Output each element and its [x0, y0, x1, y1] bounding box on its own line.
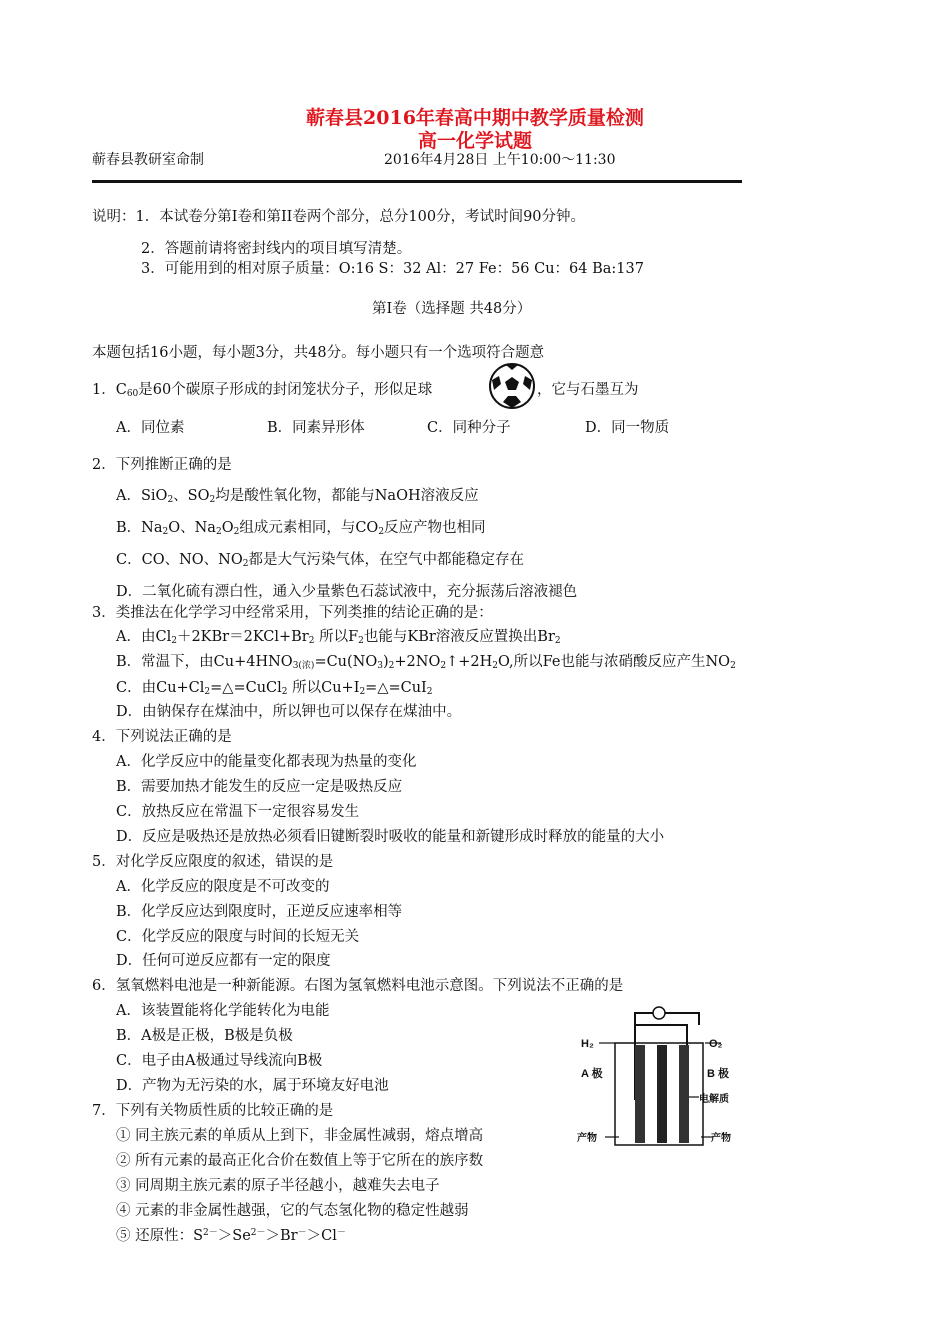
- q2-option-c: C．CO、NO、$NO_2$都是大气污染气体，在空气中都能稳定存在: [116, 552, 524, 569]
- q1-stem-end: ，它与石墨互为: [537, 382, 639, 398]
- electrode-b-label: B 极: [707, 1068, 729, 1080]
- note-2: 2．答题前请将密封线内的项目填写清楚。: [141, 241, 412, 257]
- q6-stem: 6．氢氧燃料电池是一种新能源。右图为氢氧燃料电池示意图。下列说法不正确的是: [92, 978, 624, 994]
- q7-stem: 7．下列有关物质性质的比较正确的是: [92, 1103, 334, 1119]
- exam-date: 2016年4月28日 上午10:00～11:30: [384, 152, 616, 168]
- q1-option-c: C．同种分子: [427, 420, 511, 436]
- q6-option-c: C．电子由A极通过导线流向B极: [116, 1053, 323, 1069]
- electrolyte-label: 电解质: [699, 1094, 729, 1105]
- q4-option-c: C．放热反应在常温下一定很容易发生: [116, 804, 360, 820]
- h2-label: H₂: [581, 1038, 594, 1050]
- q7-item-2: ② 所有元素的最高正化合价在数值上等于它所在的族序数: [116, 1153, 484, 1169]
- q2-stem: 2．下列推断正确的是: [92, 457, 232, 473]
- q3-option-d: D．由钠保存在煤油中，所以钾也可以保存在煤油中。: [116, 704, 462, 720]
- q2-option-a: A．SiO$_2$、$SO_2$均是酸性氧化物，都能与NaOH溶液反应: [116, 488, 479, 505]
- q5-option-d: D．任何可逆反应都有一定的限度: [116, 953, 331, 969]
- section-instruction: 本题包括16小题，每小题3分，共48分。每小题只有一个选项符合题意: [92, 345, 545, 361]
- q1-option-a: A．同位素: [116, 420, 185, 436]
- q3-option-a: A．由$Cl_2+2KBr=2KCl+Br_2$ 所以$F_2$也能与KBr溶液反应置换出$Br_2$: [116, 629, 561, 646]
- exam-subtitle: 高一化学试题: [417, 130, 532, 152]
- note-3: 3．可能用到的相对原子质量：O:16 S：32 Al：27 Fe：56 Cu：64 Ba:137: [141, 261, 644, 277]
- q5-option-c: C．化学反应的限度与时间的长短无关: [116, 929, 360, 945]
- q5-stem: 5．对化学反应限度的叙述，错误的是: [92, 854, 334, 870]
- soccer-ball-icon: [488, 362, 536, 410]
- q2-option-d: D．二氧化硫有漂白性，通入少量紫色石蕊试液中，充分振荡后溶液褪色: [116, 584, 578, 600]
- q5-option-b: B．化学反应达到限度时，正逆反应速率相等: [116, 904, 403, 920]
- q6-option-a: A．该装置能将化学能转化为电能: [116, 1003, 330, 1019]
- section-heading: 第Ⅰ卷（选择题 共48分）: [372, 301, 532, 317]
- q2-option-b: B．$Na_2O$、$Na_2O_2$组成元素相同，与$CO_2$反应产物也相同: [116, 520, 486, 537]
- q4-option-b: B．需要加热才能发生的反应一定是吸热反应: [116, 779, 403, 795]
- o2-label: O₂: [709, 1038, 723, 1050]
- q6-option-b: B．A极是正极，B极是负极: [116, 1028, 293, 1044]
- q1-option-d: D．同一物质: [585, 420, 670, 436]
- note-1: 说明：1．本试卷分第Ⅰ卷和第II卷两个部分，总分100分，考试时间90分钟。: [92, 209, 586, 225]
- header-rule: [92, 180, 742, 183]
- q7-item-5: ⑤ 还原性：$S^{2-}>Se^{2-}>Br^->Cl^-$: [116, 1228, 346, 1244]
- q1-option-b: B．同素异形体: [267, 420, 365, 436]
- electrode-a-label: A 极: [581, 1068, 603, 1080]
- q4-option-d: D．反应是吸热还是放热必须看旧键断裂时吸收的能量和新键形成时释放的能量的大小: [116, 829, 665, 845]
- q6-option-d: D．产物为无污染的水，属于环境友好电池: [116, 1078, 389, 1094]
- fuel-cell-diagram: [575, 1005, 745, 1155]
- q5-option-a: A．化学反应的限度是不可改变的: [116, 879, 330, 895]
- product-left-label: 产物: [577, 1133, 597, 1144]
- q7-item-4: ④ 元素的非金属性越强，它的气态氢化物的稳定性越弱: [116, 1203, 469, 1219]
- q3-option-b: B．常温下，由$Cu+4HNO_{3(浓)}=Cu(NO_3)_2+2NO_2↑+2H_2O$,所以Fe也能与浓硝酸反应产生$NO_2$: [116, 654, 736, 671]
- q7-item-3: ③ 同周期主族元素的原子半径越小，越难失去电子: [116, 1178, 440, 1194]
- q4-stem: 4．下列说法正确的是: [92, 729, 232, 745]
- q3-stem: 3．类推法在化学学习中经常采用，下列类推的结论正确的是：: [92, 605, 493, 621]
- product-right-label: 产物: [711, 1133, 731, 1144]
- q4-option-a: A．化学反应中的能量变化都表现为热量的变化: [116, 754, 417, 770]
- q3-option-c: C．由$Cu+Cl_2=\triangle=CuCl_2$ 所以$Cu+I_2=\triangle=CuI_2$: [116, 680, 433, 697]
- bulb-icon: [653, 1007, 665, 1019]
- exam-title: 蕲春县2016年春高中期中教学质量检测: [306, 107, 644, 129]
- q1-stem: 1．$C_{60}$是60个碳原子形成的封闭笼状分子，形似足球: [92, 382, 433, 399]
- author: 蕲春县教研室命制: [92, 152, 204, 168]
- q7-item-1: ① 同主族元素的单质从上到下，非金属性减弱，熔点增高: [116, 1128, 484, 1144]
